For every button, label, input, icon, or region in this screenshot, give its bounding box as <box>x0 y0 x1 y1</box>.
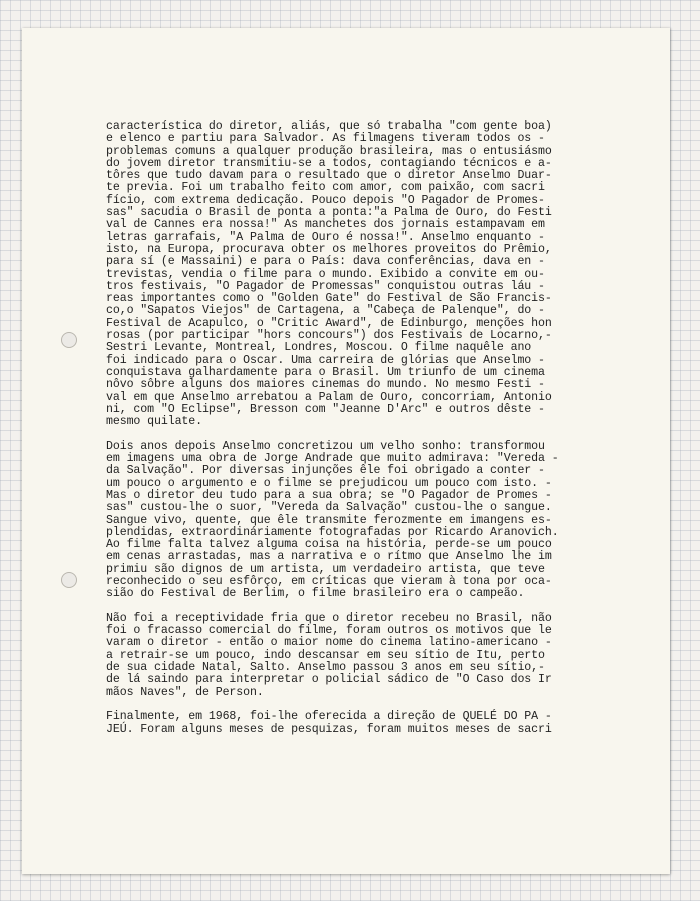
text-line: a retrair-se um pouco, indo descansar em seu sítio de Itu, perto <box>106 648 545 662</box>
text-line: foi o fracasso comercial do filme, foram outros os motivos que le <box>106 624 552 638</box>
text-line: tros festivais, "O Pagador de Promessas" conquistou outras láu - <box>106 279 545 293</box>
text-line: conquistava galhardamente para o Brasil. Um triunfo de um cinema <box>106 365 545 379</box>
text-line: Sestri Levante, Montreal, Londres, Moscou. O filme naquêle ano <box>106 341 532 355</box>
document-body <box>106 121 626 748</box>
text-line: em imagens uma obra de Jorge Andrade que muito admirava: "Vereda - <box>106 452 559 466</box>
text-line: do jovem diretor transmitiu-se a todos, contagiando técnicos e a- <box>106 156 552 170</box>
text-line: um pouco o argumento e o filme se prejudicou um pouco com isto. - <box>106 476 552 490</box>
text-line: Não foi a receptividade fria que o diretor recebeu no Brasil, não <box>106 611 552 625</box>
text-line: da Salvação". Por diversas injunções êle foi obrigado a conter - <box>106 464 545 478</box>
text-line: Ao filme falta talvez alguma coisa na história, perde-se um pouco <box>106 538 552 552</box>
text-line: foi indicado para o Oscar. Uma carreira de glórias que Anselmo - <box>106 353 545 367</box>
text-line: ni, com "O Eclipse", Bresson com "Jeanne D'Arc" e outros dêste - <box>106 402 545 416</box>
punch-hole-bottom <box>61 572 77 588</box>
text-line: reconhecido o seu esfôrço, em críticas que vieram à tona por oca- <box>106 574 552 588</box>
text-line: plendidas, extraordináriamente fotografadas por Ricardo Aranovich. <box>106 525 559 539</box>
paragraph <box>106 711 626 736</box>
text-line: Festival de Acapulco, o "Critic Award", de Edinburgo, menções hon <box>106 316 552 330</box>
text-line: de sua cidade Natal, Salto. Anselmo passou 3 anos em seu sítio,- <box>106 661 545 675</box>
text-line: Finalmente, em 1968, foi-lhe oferecida a direção de QUELÉ DO PA - <box>106 710 552 724</box>
text-line: te previa. Foi um trabalho feito com amor, com paixão, com sacri <box>106 181 545 195</box>
text-line: primiu são dignos de um artista, um verdadeiro artista, que teve <box>106 562 545 576</box>
text-line: de lá saindo para interpretar o policial sádico de "O Caso dos Ir <box>106 673 552 687</box>
text-line: nôvo sôbre alguns dos maiores cinemas do mundo. No mesmo Festi - <box>106 378 545 392</box>
text-line: Mas o diretor deu tudo para a sua obra; se "O Pagador de Promes - <box>106 488 552 502</box>
text-line: fício, com extrema dedicação. Pouco depois "O Pagador de Promes- <box>106 193 545 207</box>
text-line: tôres que tudo davam para o resultado que o diretor Anselmo Duar- <box>106 169 552 183</box>
text-line: característica do diretor, aliás, que só trabalha "com gente boa) <box>106 120 552 133</box>
text-line: trevistas, vendia o filme para o mundo. Exibido a convite em ou- <box>106 267 545 281</box>
text-line: e elenco e partiu para Salvador. As filmagens tiveram todos os - <box>106 132 545 146</box>
text-line: letras garrafais, "A Palma de Ouro é nossa!". Anselmo enquanto - <box>106 230 545 244</box>
text-line: problemas comuns a qualquer produção brasileira, mas o entusiásmo <box>106 144 552 158</box>
text-line: sas" custou-lhe o suor, "Vereda da Salvação" custou-lhe o sangue. <box>106 501 552 515</box>
text-line: Dois anos depois Anselmo concretizou um velho sonho: transformou <box>106 439 545 453</box>
text-line: reas importantes como o "Golden Gate" do Festival de São Francis- <box>106 292 552 306</box>
paragraph <box>106 121 626 428</box>
text-line: varam o diretor - então o maior nome do cinema latino-americano - <box>106 636 552 650</box>
text-line: rosas (por participar "hors concours") dos Festivais de Locarno,- <box>106 329 552 343</box>
paragraph <box>106 613 626 699</box>
text-line: val em que Anselmo arrebatou a Palam de Ouro, concorriam, Antonio <box>106 390 552 404</box>
text-line: mãos Naves", de Person. <box>106 685 264 699</box>
text-line: isto, na Europa, procurava obter os melhores proveitos do Prêmio, <box>106 242 552 256</box>
text-line: sas" sacudia o Brasil de ponta a ponta:"a Palma de Ouro, do Festi <box>106 206 552 220</box>
paragraph <box>106 441 626 601</box>
text-line: co,o "Sapatos Viejos" de Cartagena, a "Cabeça de Palenque", do - <box>106 304 545 318</box>
text-line: mesmo quilate. <box>106 415 203 429</box>
text-line: JEÚ. Foram alguns meses de pesquizas, foram muitos meses de sacri <box>106 722 552 736</box>
text-line: para sí (e Massaini) e para o País: dava conferências, dava en - <box>106 255 545 269</box>
punch-hole-top <box>61 332 77 348</box>
text-line: val de Cannes era nossa!" As manchetes dos jornais estampavam em <box>106 218 545 232</box>
text-line: sião do Festival de Berlim, o filme brasileiro era o campeão. <box>106 587 525 601</box>
text-line: Sangue vivo, quente, que êle transmite ferozmente em imangens es- <box>106 513 552 527</box>
text-line: em cenas arrastadas, mas a narrativa e o rítmo que Anselmo lhe im <box>106 550 552 564</box>
